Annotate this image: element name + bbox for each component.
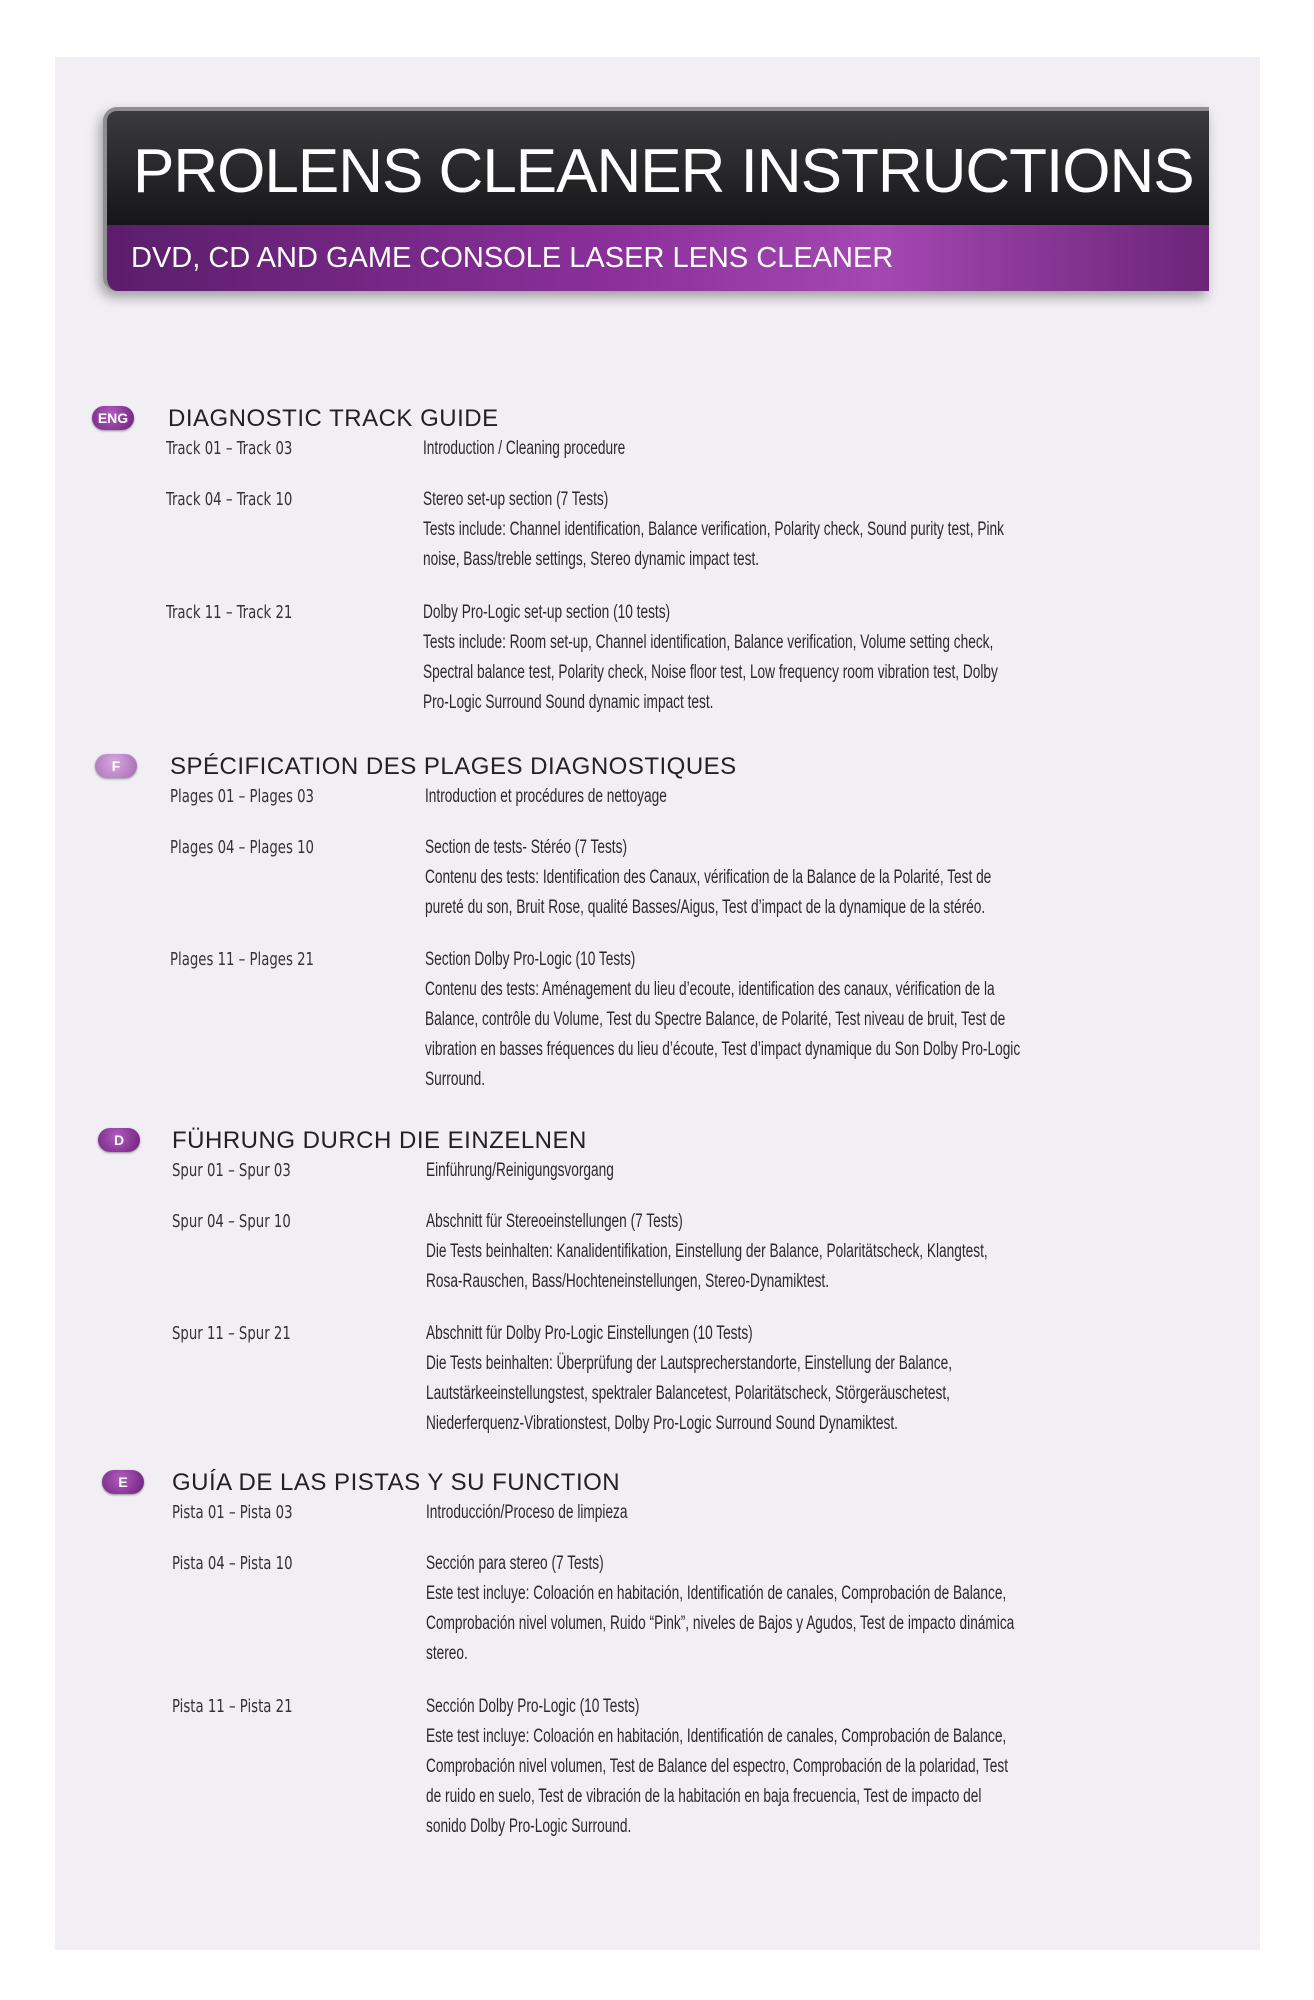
track-range: Spur 11 – Spur 21 (172, 1323, 291, 1344)
section-heading (0, 404, 1314, 434)
track-range: Pista 11 – Pista 21 (172, 1696, 293, 1717)
description-line: vibration en basses fréquences du lieu d’écoute, Test d’impact dynamique du Son Dolby Pro-Logic (425, 1039, 1021, 1060)
description-line: de ruido en suelo, Test de vibración de la habitación en baja frecuencia, Test de impacto del (426, 1786, 982, 1807)
track-description (423, 485, 1143, 575)
description-line: Rosa-Rauschen, Bass/Hochteneinstellungen, Stereo-Dynamiktest. (426, 1271, 830, 1292)
track-description (426, 1549, 1146, 1669)
section-title: GUÍA DE LAS PISTAS Y SU FUNCTION (172, 1469, 621, 1496)
track-range: Pista 01 – Pista 03 (172, 1502, 293, 1523)
description-line: Introduction et procédures de nettoyage (425, 786, 667, 807)
banner-title-area (107, 111, 1209, 225)
description-line: Die Tests beinhalten: Kanalidentifikation, Einstellung der Balance, Polaritätscheck, Klangtest, (426, 1241, 988, 1262)
description-line: Introducción/Proceso de limpieza (426, 1502, 628, 1523)
track-description (423, 598, 1143, 718)
description-line: Pro-Logic Surround Sound dynamic impact test. (423, 692, 714, 713)
section-heading (0, 1126, 1314, 1156)
language-badge-icon: E (102, 1470, 144, 1494)
description-line: Este test incluye: Coloación en habitación, Identificatión de canales, Comprobación de Balance, (426, 1726, 1007, 1747)
track-range: Plages 11 – Plages 21 (170, 949, 315, 970)
banner-subtitle-strip (107, 225, 1209, 291)
track-range: Plages 01 – Plages 03 (170, 786, 315, 807)
description-line: Sección para stereo (7 Tests) (426, 1553, 604, 1574)
description-line: Spectral balance test, Polarity check, Noise floor test, Low frequency room vibration test, Dolby (423, 662, 998, 683)
description-line: Section Dolby Pro-Logic (10 Tests) (425, 949, 636, 970)
section-title: SPÉCIFICATION DES PLAGES DIAGNOSTIQUES (170, 753, 737, 780)
description-line: Contenu des tests: Aménagement du lieu d’ecoute, identification des canaux, vérification de la (425, 979, 995, 1000)
description-line: Comprobación nivel volumen, Ruido “Pink”, niveles de Bajos y Agudos, Test de impacto dinámica (426, 1613, 1015, 1634)
description-line: Abschnitt für Dolby Pro-Logic Einstellungen (10 Tests) (426, 1323, 753, 1344)
page-title: PROLENS CLEANER INSTRUCTIONS (133, 137, 1194, 206)
description-line: Einführung/Reinigungsvorgang (426, 1160, 614, 1181)
track-description (426, 1207, 1146, 1297)
description-line: Contenu des tests: Identification des Canaux, vérification de la Balance de la Polarité, Test de (425, 867, 992, 888)
track-range: Track 01 – Track 03 (166, 438, 293, 459)
section-title: FÜHRUNG DURCH DIE EINZELNEN (172, 1127, 587, 1154)
language-badge-icon: D (98, 1128, 140, 1152)
description-line: pureté du son, Bruit Rose, qualité Basses/Aigus, Test d’impact de la dynamique de la stéréo. (425, 897, 986, 918)
description-line: Lautstärkeeinstellungstest, spektraler Balancetest, Polaritätscheck, Störgeräuschetest, (426, 1383, 950, 1404)
description-line: Abschnitt für Stereoeinstellungen (7 Tests) (426, 1211, 683, 1232)
section-heading (0, 752, 1314, 782)
language-badge-icon: F (95, 754, 137, 778)
track-description (426, 1319, 1146, 1439)
track-range: Spur 04 – Spur 10 (172, 1211, 291, 1232)
description-line: Sección Dolby Pro-Logic (10 Tests) (426, 1696, 640, 1717)
description-line: Section de tests- Stéréo (7 Tests) (425, 837, 628, 858)
description-line: Die Tests beinhalten: Überprüfung der Lautsprecherstandorte, Einstellung der Balance, (426, 1353, 952, 1374)
track-range: Track 04 – Track 10 (166, 489, 293, 510)
track-range: Track 11 – Track 21 (166, 602, 293, 623)
section-title: DIAGNOSTIC TRACK GUIDE (168, 405, 499, 432)
description-line: Dolby Pro-Logic set-up section (10 tests) (423, 602, 671, 623)
description-line: Introduction / Cleaning procedure (423, 438, 626, 459)
track-description (425, 833, 1145, 923)
track-range: Spur 01 – Spur 03 (172, 1160, 291, 1181)
description-line: Balance, contrôle du Volume, Test du Spectre Balance, de Polarité, Test niveau de bruit, Test de (425, 1009, 1006, 1030)
track-description (426, 1498, 1146, 1528)
description-line: Niederferquenz-Vibrationstest, Dolby Pro-Logic Surround Sound Dynamiktest. (426, 1413, 898, 1434)
track-description (425, 945, 1145, 1095)
track-description (423, 434, 1143, 464)
description-line: Tests include: Channel identification, Balance verification, Polarity check, Sound purity test, Pink (423, 519, 1004, 540)
page-subtitle: DVD, CD AND GAME CONSOLE LASER LENS CLEANER (131, 242, 894, 274)
description-line: stereo. (426, 1643, 468, 1664)
description-line: sonido Dolby Pro-Logic Surround. (426, 1816, 632, 1837)
description-line: Tests include: Room set-up, Channel identification, Balance verification, Volume setting check, (423, 632, 994, 653)
track-description (426, 1156, 1146, 1186)
track-range: Pista 04 – Pista 10 (172, 1553, 293, 1574)
description-line: Comprobación nivel volumen, Test de Balance del espectro, Comprobación de la polaridad, Test (426, 1756, 1008, 1777)
track-description (426, 1692, 1146, 1842)
description-line: Este test incluye: Coloación en habitación, Identificatión de canales, Comprobación de Balance, (426, 1583, 1007, 1604)
description-line: Stereo set-up section (7 Tests) (423, 489, 609, 510)
track-description (425, 782, 1145, 812)
description-line: noise, Bass/treble settings, Stereo dynamic impact test. (423, 549, 760, 570)
description-line: Surround. (425, 1069, 486, 1090)
header-banner (103, 107, 1209, 291)
language-badge-icon: ENG (92, 406, 134, 430)
track-range: Plages 04 – Plages 10 (170, 837, 315, 858)
section-heading (0, 1468, 1314, 1498)
